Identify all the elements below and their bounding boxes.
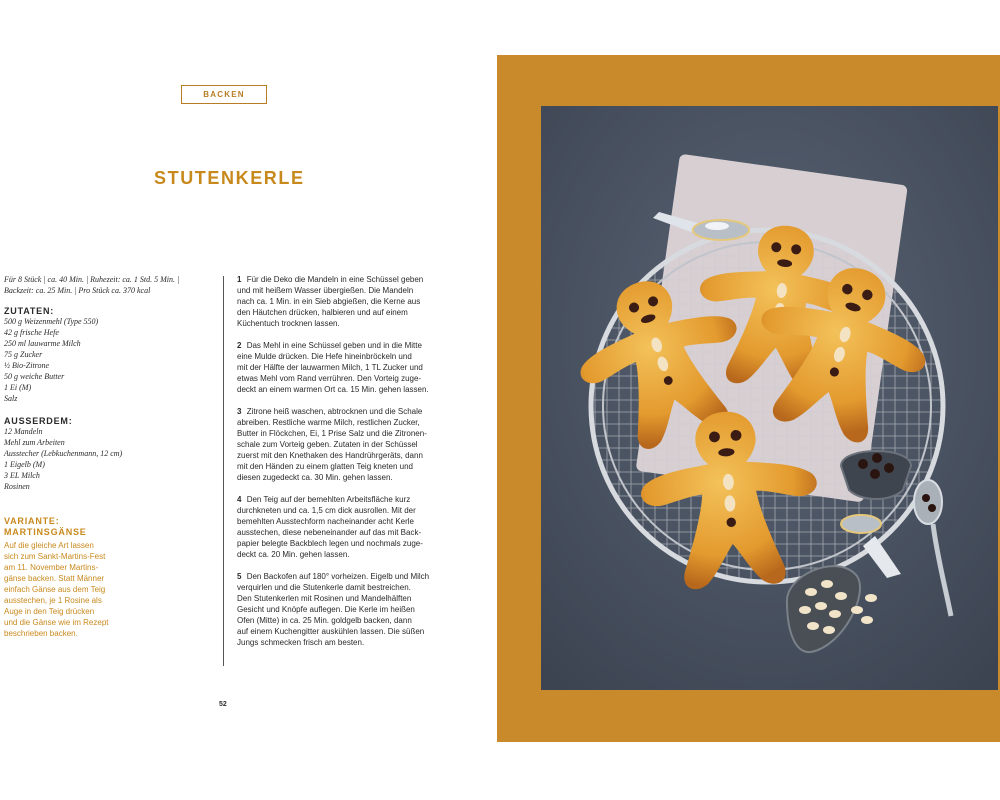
step-number: 3 [237,407,242,416]
ingredient-item: Salz [4,394,18,403]
instruction-step [237,274,451,329]
step-line: Das Mehl in eine Schüssel geben und in die Mitte [246,341,422,350]
variant-line: Auf die gleiche Art lassen [4,541,94,550]
ingredient-item: 250 ml lauwarme Milch [4,339,81,348]
step-line: Jungs schmecken frisch am besten. [237,638,365,647]
extra-item: Ausstecher (Lebkuchenmann, 12 cm) [4,449,123,458]
step-line: Küchentuch trocknen lassen. [237,319,340,328]
meta-line: Backzeit: ca. 25 Min. | Pro Stück ca. 370 kcal [4,286,151,295]
step-line: nach ca. 1 Min. in ein Sieb abgießen, die Kerne aus [237,297,421,306]
ingredient-item: 42 g frische Hefe [4,328,59,337]
variant-line: am 11. November Martins- [4,563,99,572]
ingredients-heading: ZUTATEN: [4,306,55,316]
extra-item: 1 Eigelb (M) [4,460,45,469]
variant-line: sich zum Sankt-Martins-Fest [4,552,106,561]
step-line: Den Teig auf der bemehlten Arbeitsfläche kurz [246,495,411,504]
extras-heading: AUSSERDEM: [4,416,73,426]
step-line: abreiben. Restliche warme Milch, restlichen Zucker, [237,418,420,427]
step-line: bemehlten Ausstechform nacheinander acht Kerle [237,517,414,526]
step-line: Gesicht und Knöpfe auflegen. Die Kerle im heißen [237,605,415,614]
variant-heading: VARIANTE: [4,516,60,526]
instructions [237,274,451,659]
instruction-step [237,494,451,560]
category-label: BACKEN [181,85,267,104]
extra-item: 3 EL Milch [4,471,40,480]
step-line: mit der Hälfte der lauwarmen Milch, 1 TL Zucker und [237,363,423,372]
step-line: etwas Mehl vom Rand verrühren. Den Vorteig zuge- [237,374,422,383]
recipe-meta [4,274,204,296]
recipe-photo [541,106,998,690]
step-line: diesen zugedeckt ca. 30 Min. gehen lassen. [237,473,393,482]
meta-line: Für 8 Stück | ca. 40 Min. | Ruhezeit: ca. 1 Std. 5 Min. | [4,275,180,284]
step-line: verquirlen und die Stutenkerle damit bestreichen. [237,583,411,592]
column-divider [223,276,224,666]
step-number: 2 [237,341,242,350]
step-line: zuerst mit den Knethaken des Handrührgeräts, dann [237,451,423,460]
recipe-title: STUTENKERLE [154,168,305,188]
step-line: Zitrone heiß waschen, abtrocknen und die Schale [246,407,423,416]
variant-subheading: MARTINSGÄNSE [4,527,87,537]
step-line: papier belegte Backblech legen und nochmals zuge- [237,539,423,548]
instruction-step [237,406,451,483]
variant-line: beschrieben backen. [4,629,78,638]
step-line: deckt ca. 20 Min. gehen lassen. [237,550,350,559]
step-line: Butter in Flöckchen, Ei, 1 Prise Salz und die Zitronen- [237,429,427,438]
ingredient-item: 50 g weiche Butter [4,372,65,381]
extra-item: 12 Mandeln [4,427,43,436]
step-line: Den Backofen auf 180° vorheizen. Eigelb und Milch [246,572,430,581]
step-line: und mit heißem Wasser übergießen. Die Mandeln [237,286,414,295]
step-number: 1 [237,275,242,284]
step-number: 5 [237,572,242,581]
step-line: ausstechen, diese nebeneinander auf das mit Back- [237,528,422,537]
step-line: den Häutchen drücken, halbieren und auf einem [237,308,408,317]
step-line: mit den Händen zu einem glatten Teig kneten und [237,462,413,471]
ingredient-item: 75 g Zucker [4,350,43,359]
extra-item: Mehl zum Arbeiten [4,438,65,447]
variant-line: Auge in den Teig drücken [4,607,95,616]
raisin-bowl [841,451,911,499]
instruction-step [237,340,451,395]
variant-text [4,540,134,639]
ingredients-list [4,316,204,404]
extras-section [4,416,204,492]
ingredients-section [4,306,204,404]
variant-section [4,516,134,639]
ingredient-item: ½ Bio-Zitrone [4,361,50,370]
step-number: 4 [237,495,242,504]
step-line: auf einem Kuchengitter auskühlen lassen. Die süßen [237,627,425,636]
step-line: Ofen (Mitte) in ca. 25 Min. goldgelb backen, dann [237,616,412,625]
ingredient-item: 1 Ei (M) [4,383,32,392]
variant-line: und die Gänse wie im Rezept [4,618,109,627]
step-line: Für die Deko die Mandeln in eine Schüssel geben [246,275,424,284]
instruction-step [237,571,451,648]
step-line: eine Mulde drücken. Die Hefe hineinbröckeln und [237,352,412,361]
variant-line: gänse backen. Statt Männer [4,574,105,583]
extra-item: Rosinen [4,482,30,491]
step-line: Den Stutenkerlen mit Rosinen und Mandelhälften [237,594,412,603]
page-number: 52 [219,701,227,708]
step-line: durchkneten und ca. 1,5 cm dick ausrollen. Mit der [237,506,416,515]
extras-list [4,426,204,492]
step-line: schale zum Vorteig geben. Zutaten in der Schüssel [237,440,418,449]
ingredient-item: 500 g Weizenmehl (Type 550) [4,317,99,326]
variant-line: ausstechen, je 1 Rosine als [4,596,102,605]
variant-line: einfach Gänse aus dem Teig [4,585,106,594]
step-line: deckt an einem warmen Ort ca. 15 Min. gehen lassen. [237,385,429,394]
